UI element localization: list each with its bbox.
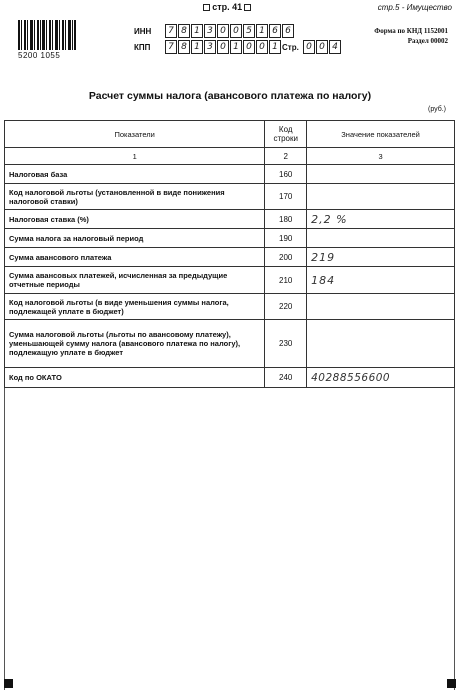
- table-number-row: [5, 148, 455, 165]
- header-number-code: 2: [265, 148, 307, 165]
- table-row: [5, 248, 455, 267]
- row-value-field[interactable]: 40288556600: [307, 368, 455, 388]
- digit-cell[interactable]: 1: [191, 40, 203, 54]
- digit-cell[interactable]: 3: [204, 40, 216, 54]
- row-value-field[interactable]: [307, 320, 455, 368]
- page-number-cells: [303, 40, 342, 54]
- digit-cell[interactable]: 1: [191, 24, 203, 38]
- form-code: Форма по КНД 1152001: [374, 27, 448, 35]
- digit-cell[interactable]: 0: [256, 40, 268, 54]
- digit-cell[interactable]: 0: [217, 24, 229, 38]
- page-title: Расчет суммы налога (авансового платежа по налогу): [88, 90, 372, 102]
- table-row: [5, 267, 455, 294]
- inn-cells: [165, 24, 295, 38]
- digit-cell[interactable]: 1: [269, 40, 281, 54]
- page-number-label: Стр.: [282, 43, 299, 52]
- digit-cell[interactable]: 0: [230, 24, 242, 38]
- digit-cell[interactable]: 5: [243, 24, 255, 38]
- row-value-field[interactable]: [307, 229, 455, 248]
- row-value-field[interactable]: 219: [307, 248, 455, 267]
- row-label: Сумма авансового платежа: [5, 248, 265, 267]
- square-mark-icon: [203, 4, 210, 11]
- digit-cell[interactable]: 1: [230, 40, 242, 54]
- square-mark-icon: [244, 4, 251, 11]
- row-label: Код налоговой льготы (в виде уменьшения суммы налога, подлежащей уплате в бюджет): [5, 294, 265, 320]
- section-code: Раздел 00002: [407, 37, 448, 45]
- digit-cell[interactable]: 1: [256, 24, 268, 38]
- digit-cell[interactable]: 0: [303, 40, 315, 54]
- digit-cell[interactable]: 7: [165, 24, 177, 38]
- row-code: 210: [265, 267, 307, 294]
- row-value-field[interactable]: 2,2 %: [307, 210, 455, 229]
- row-label: Код по ОКАТО: [5, 368, 265, 388]
- row-code: 200: [265, 248, 307, 267]
- digit-cell[interactable]: 7: [165, 40, 177, 54]
- table-row: [5, 229, 455, 248]
- digit-cell[interactable]: 6: [269, 24, 281, 38]
- table-row: [5, 210, 455, 229]
- page-tag: стр.5 - Имущество: [377, 3, 452, 12]
- header-number-value: 3: [307, 148, 455, 165]
- row-code: 190: [265, 229, 307, 248]
- row-value-field[interactable]: [307, 294, 455, 320]
- digit-cell[interactable]: 4: [329, 40, 341, 54]
- row-code: 240: [265, 368, 307, 388]
- row-label: Налоговая база: [5, 165, 265, 184]
- table-header-row: [5, 121, 455, 148]
- digit-cell[interactable]: 0: [243, 40, 255, 54]
- digit-cell[interactable]: 0: [217, 40, 229, 54]
- header-value: Значение показателей: [307, 121, 455, 148]
- row-label: Сумма налоговой льготы (льготы по авансовому платежу), уменьшающей сумму налога (авансового платежа по налогу), подлежащую уплате в бюджет: [5, 320, 265, 368]
- kpp-cells: [165, 40, 282, 54]
- page-mark-text: стр. 41: [212, 2, 243, 12]
- table-row: [5, 184, 455, 210]
- row-value-field[interactable]: [307, 184, 455, 210]
- header-code: Код строки: [265, 121, 307, 148]
- table-row: [5, 165, 455, 184]
- digit-cell[interactable]: 6: [282, 24, 294, 38]
- page-mark: [203, 2, 251, 12]
- barcode-number: 5200 1055: [18, 51, 61, 60]
- row-code: 230: [265, 320, 307, 368]
- table-row: [5, 320, 455, 368]
- row-code: 220: [265, 294, 307, 320]
- tax-table: [4, 120, 455, 388]
- row-value-field[interactable]: 184: [307, 267, 455, 294]
- row-label: Сумма налога за налоговый период: [5, 229, 265, 248]
- digit-cell[interactable]: 8: [178, 40, 190, 54]
- row-label: Налоговая ставка (%): [5, 210, 265, 229]
- barcode-icon: [18, 20, 76, 50]
- digit-cell[interactable]: 0: [316, 40, 328, 54]
- row-code: 170: [265, 184, 307, 210]
- row-code: 160: [265, 165, 307, 184]
- table-row: [5, 368, 455, 388]
- corner-marker-icon: [4, 679, 13, 688]
- row-value-field[interactable]: [307, 165, 455, 184]
- row-label: Код налоговой льготы (установленной в виде понижения налоговой ставки): [5, 184, 265, 210]
- table-row: [5, 294, 455, 320]
- unit-label: (руб.): [427, 106, 446, 113]
- row-label: Сумма авансовых платежей, исчисленная за предыдущие отчетные периоды: [5, 267, 265, 294]
- inn-label: ИНН: [134, 27, 152, 36]
- digit-cell[interactable]: 3: [204, 24, 216, 38]
- corner-marker-icon: [447, 679, 456, 688]
- header-indicator: Показатели: [5, 121, 265, 148]
- form-info: [374, 26, 448, 46]
- row-code: 180: [265, 210, 307, 229]
- header-number-indicator: 1: [5, 148, 265, 165]
- kpp-label: КПП: [134, 43, 151, 52]
- digit-cell[interactable]: 8: [178, 24, 190, 38]
